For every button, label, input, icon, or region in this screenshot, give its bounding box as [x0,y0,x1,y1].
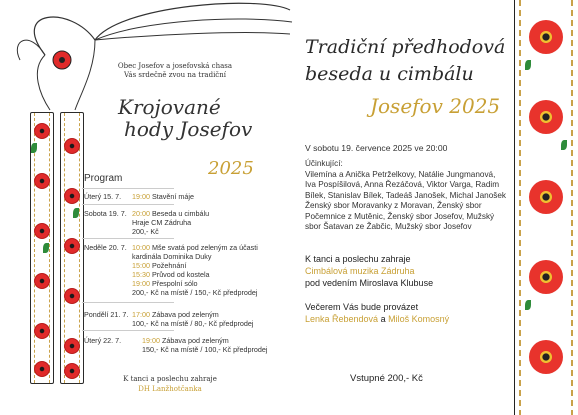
program-text: kardinála Dominika Duky [132,252,212,261]
beseda-title [305,34,505,88]
program-heading: Program [84,173,123,184]
program-time: 20:00 [132,209,150,218]
program-day-label: Sobota 19. 7. [84,209,127,218]
program-text: Požehnání [152,261,187,270]
program-day-label: Úterý 22. 7. [84,336,122,345]
program-time: 15:00 [132,261,150,270]
music-block [305,253,433,289]
ucinkujici-line: sbor Šatavan ze Žabčic, Mužský sbor Josefov [305,222,472,231]
program-text: 200,- Kč na místě / 150,- Kč předprodej [132,288,258,297]
program-time: 19:00 [142,336,160,345]
right-border-ornament [514,0,578,415]
program-text: 200,- Kč [132,227,159,236]
program-day-label: Úterý 15. 7. [84,192,122,201]
program-text: Zábava pod zeleným [152,310,219,319]
ucinkujici-label: Účinkující: [305,159,343,168]
beseda-title-line-2: beseda u cimbálu [305,63,474,85]
program-time: 19:00 [132,192,150,201]
host-block [305,301,449,325]
hody-title-line-1: Krojované [118,95,221,119]
music-leader: pod vedením Miroslava Klubuse [305,278,434,288]
intro-line-2: Vás srdečně zvou na tradiční [124,71,226,79]
ucinkujici-line: Vilemína a Anička Petrželkovy, Natálie Jungmanová, [305,169,496,179]
left-footer [100,374,240,394]
program-day-2 [84,209,274,236]
host-conj: a [378,314,389,324]
host-name-2: Miloš Komosný [388,314,450,324]
beseda-subtitle: Josefov 2025 [370,94,501,118]
program-text: Stavění máje [152,192,194,201]
entry-price: Vstupné 200,- Kč [350,373,423,384]
intro-text [105,62,245,80]
program-day-5 [84,336,284,354]
ucinkujici-line: Počemnice z Mutěnic, Ženský sbor Josefov, Mužský [305,211,495,221]
hody-title-line-2: hody Josefov [124,117,253,141]
left-ribbon [30,112,54,384]
hody-title [118,96,252,140]
ucinkujici-block [305,159,515,233]
host-name-1: Lenka Řebendová [305,314,379,324]
program-text: Hraje CM Zádruha [132,218,192,227]
date-line: V sobotu 19. července 2025 ve 20:00 [305,143,448,153]
host-line-1: Večerem Vás bude provázet [305,302,419,312]
program-time: 17:00 [132,310,150,319]
program-time: 10:00 [132,243,150,252]
program-text: Mše svatá pod zeleným za účasti [152,243,258,252]
hody-year: 2025 [208,158,254,179]
program-text: Přespolní sólo [152,279,198,288]
ucinkujici-line: Bílek, Stanislav Bílek, Tadeáš Janošek, Michal Janošek [305,190,506,200]
left-footer-band: DH Lanžhotčanka [138,385,202,393]
program-text: Zábava pod zeleným [162,336,229,345]
program-day-1 [84,192,274,201]
left-footer-line-1: K tanci a poslechu zahraje [123,375,217,383]
program-text: 100,- Kč na místě / 80,- Kč předprodej [132,319,254,328]
ucinkujici-line: Iva Pospíšilová, Anna Řezáčová, Viktor Varga, Radim [305,180,500,189]
program-day-label: Neděle 20. 7. [84,243,127,252]
program-text: Beseda u cimbálu [152,209,210,218]
beseda-title-line-1: Tradiční předhodová [305,36,506,58]
program-day-3 [84,243,284,297]
program-time: 15:30 [132,270,150,279]
intro-line-1: Obec Josefov a josefovská chasa [117,62,233,70]
ucinkujici-line: Ženský sbor Moravanky z Moravan, Ženský sbor [305,201,482,210]
music-line-1: K tanci a poslechu zahraje [305,254,411,264]
program-text: 150,- Kč na místě / 100,- Kč předprodej [142,345,268,354]
program-text: Průvod od kostela [152,270,210,279]
right-ribbon [60,112,84,384]
music-band: Cimbálová muzika Zádruha [305,266,415,276]
program-day-4 [84,310,284,328]
program-time: 19:00 [132,279,150,288]
program-day-label: Pondělí 21. 7. [84,310,129,319]
